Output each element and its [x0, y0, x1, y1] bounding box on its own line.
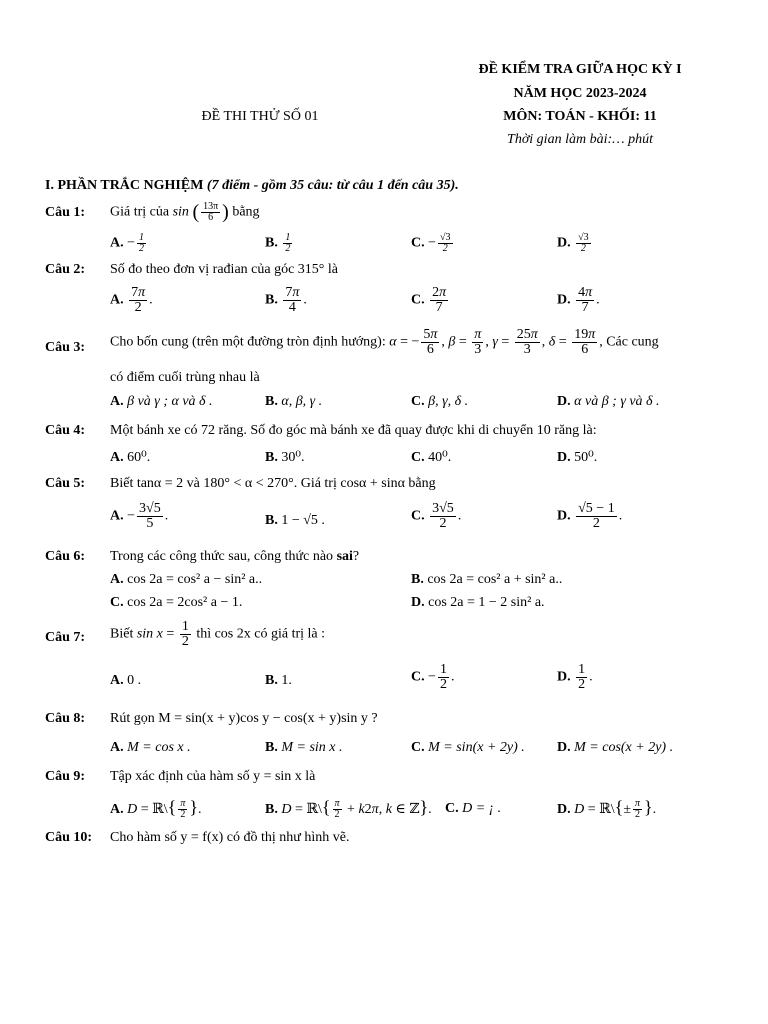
q5-option-d: D. $\frac{√5 - 1}{2}$ .: [557, 501, 623, 531]
q2-option-b: B. $\frac{7\pi}{4}$ .: [265, 285, 307, 315]
question-7-text: Biết sin x = $\frac{1}{2}$ thì cos 2x có giá trị là :: [110, 619, 326, 649]
duration-line: Thời gian làm bài:… phút: [507, 132, 653, 147]
q2-option-d: D. $\frac{4\pi}{7}$ .: [557, 285, 600, 315]
section-subtitle: (7 điểm - gồm 35 câu: từ câu 1 đến câu 35).: [206, 178, 459, 193]
q3-option-b: B. α, β, γ .: [265, 394, 323, 409]
q4-option-b: B. 30⁰.: [265, 450, 305, 465]
q3-option-c: C. β, γ, δ .: [411, 394, 469, 409]
question-2-label: Câu 2:: [45, 262, 86, 277]
question-2-text: Số đo theo đơn vị rađian của góc 315° là: [110, 262, 339, 277]
school-year: NĂM HỌC 2023-2024: [513, 86, 647, 101]
q3-option-a: A. β và γ ; α và δ .: [110, 394, 213, 409]
q1-text-a: Giá trị của: [110, 204, 170, 220]
q9-option-d: D. D = ℝ\{± $\frac{\pi}{2}$ }.: [557, 797, 657, 821]
q7-option-b: B. 1.: [265, 673, 292, 688]
question-8-label: Câu 8:: [45, 711, 86, 726]
q2-option-a: A. $\frac{7\pi}{2}$ .: [110, 285, 153, 315]
question-8-text: Rút gọn M = sin(x + y)cos y − cos(x + y)sin y ?: [110, 711, 378, 726]
q5-option-a: A. − $\frac{3√5}{5}$ .: [110, 501, 169, 531]
q7-option-d: D. $\frac{1}{2}$ .: [557, 662, 593, 692]
question-1-label: Câu 1:: [45, 205, 86, 220]
exam-title: ĐỀ KIỂM TRA GIỮA HỌC KỲ I: [478, 62, 682, 77]
q6-option-a: A. cos 2a = cos² a − sin² a..: [110, 572, 263, 587]
question-5-text: Biết tanα = 2 và 180° < α < 270°. Giá trị cosα + sinα bằng: [110, 476, 436, 491]
question-6-text: Trong các công thức sau, công thức nào sai?: [110, 549, 360, 564]
q8-option-b: B. M = sin x .: [265, 740, 343, 755]
question-1-text: Giá trị của sin ( $\frac{13\pi}{6}$ ) bằng: [110, 201, 260, 223]
q9-option-c: C. D = ¡ .: [445, 801, 502, 816]
question-5-label: Câu 5:: [45, 476, 86, 491]
q4-option-a: A. 60⁰.: [110, 450, 151, 465]
trial-label: ĐỀ THI THỬ SỐ 01: [201, 109, 319, 124]
question-9-text: Tập xác định của hàm số y = sin x là: [110, 769, 316, 784]
subject-line: MÔN: TOÁN - KHỐI: 11: [503, 109, 657, 124]
q6-option-b: B. cos 2a = cos² a + sin² a..: [411, 572, 563, 587]
q9-option-b: B. D = ℝ\{ $\frac{\pi}{2}$ + k2π, k ∈ ℤ}.: [265, 797, 432, 821]
q5-option-c: C. $\frac{3√5}{2}$ .: [411, 501, 462, 531]
q1-option-d: D. $\frac{√3}{2}$: [557, 232, 589, 254]
q8-option-d: D. M = cos(x + 2y) .: [557, 740, 674, 755]
question-3-text: Cho bốn cung (trên một đường tròn định hướng): α = − $\frac{5\pi}{6}$ , β = $\frac{\pi}{3}$ , γ = $\frac{25\pi}{3}$ , δ = $\frac{19\pi}{6}$ , Các cung: [110, 327, 659, 357]
q7-option-c: C. − $\frac{1}{2}$ .: [411, 662, 455, 692]
q3-option-d: D. α và β ; γ và δ .: [557, 394, 660, 409]
question-6-label: Câu 6:: [45, 549, 86, 564]
question-10-label: Câu 10:: [45, 830, 93, 845]
question-4-text: Một bánh xe có 72 răng. Số đo góc mà bánh xe đã quay được khi di chuyển 10 răng là:: [110, 423, 597, 438]
q4-option-c: C. 40⁰.: [411, 450, 452, 465]
q1-option-c: C. − $\frac{√3}{2}$: [411, 232, 451, 254]
q7-option-a: A. 0 .: [110, 673, 142, 688]
q4-option-d: D. 50⁰.: [557, 450, 598, 465]
q2-option-c: C. $\frac{2\pi}{7}$: [411, 285, 447, 315]
question-4-label: Câu 4:: [45, 423, 86, 438]
q1-option-b: B. $\frac{1}{2}$: [265, 232, 291, 254]
question-3-label: Câu 3:: [45, 340, 86, 355]
q8-option-c: C. M = sin(x + 2y) .: [411, 740, 525, 755]
question-9-label: Câu 9:: [45, 769, 86, 784]
section-heading: I. PHẦN TRẮC NGHIỆM: [45, 178, 204, 193]
question-3-line2: có điểm cuối trùng nhau là: [110, 370, 260, 385]
q1-text-b: bằng: [232, 204, 260, 220]
question-7-label: Câu 7:: [45, 630, 86, 645]
q8-option-a: A. M = cos x .: [110, 740, 191, 755]
q5-option-b: B. 1 − √5 .: [265, 513, 325, 528]
q6-option-c: C. cos 2a = 2cos² a − 1.: [110, 595, 243, 610]
section-title: [45, 178, 459, 194]
q6-option-d: D. cos 2a = 1 − 2 sin² a.: [411, 595, 545, 610]
q1-option-a: A. − $\frac{1}{2}$: [110, 232, 145, 254]
q9-option-a: A. D = ℝ\{ $\frac{\pi}{2}$ }.: [110, 797, 202, 821]
question-10-text: Cho hàm số y = f(x) có đồ thị như hình vẽ.: [110, 830, 350, 845]
